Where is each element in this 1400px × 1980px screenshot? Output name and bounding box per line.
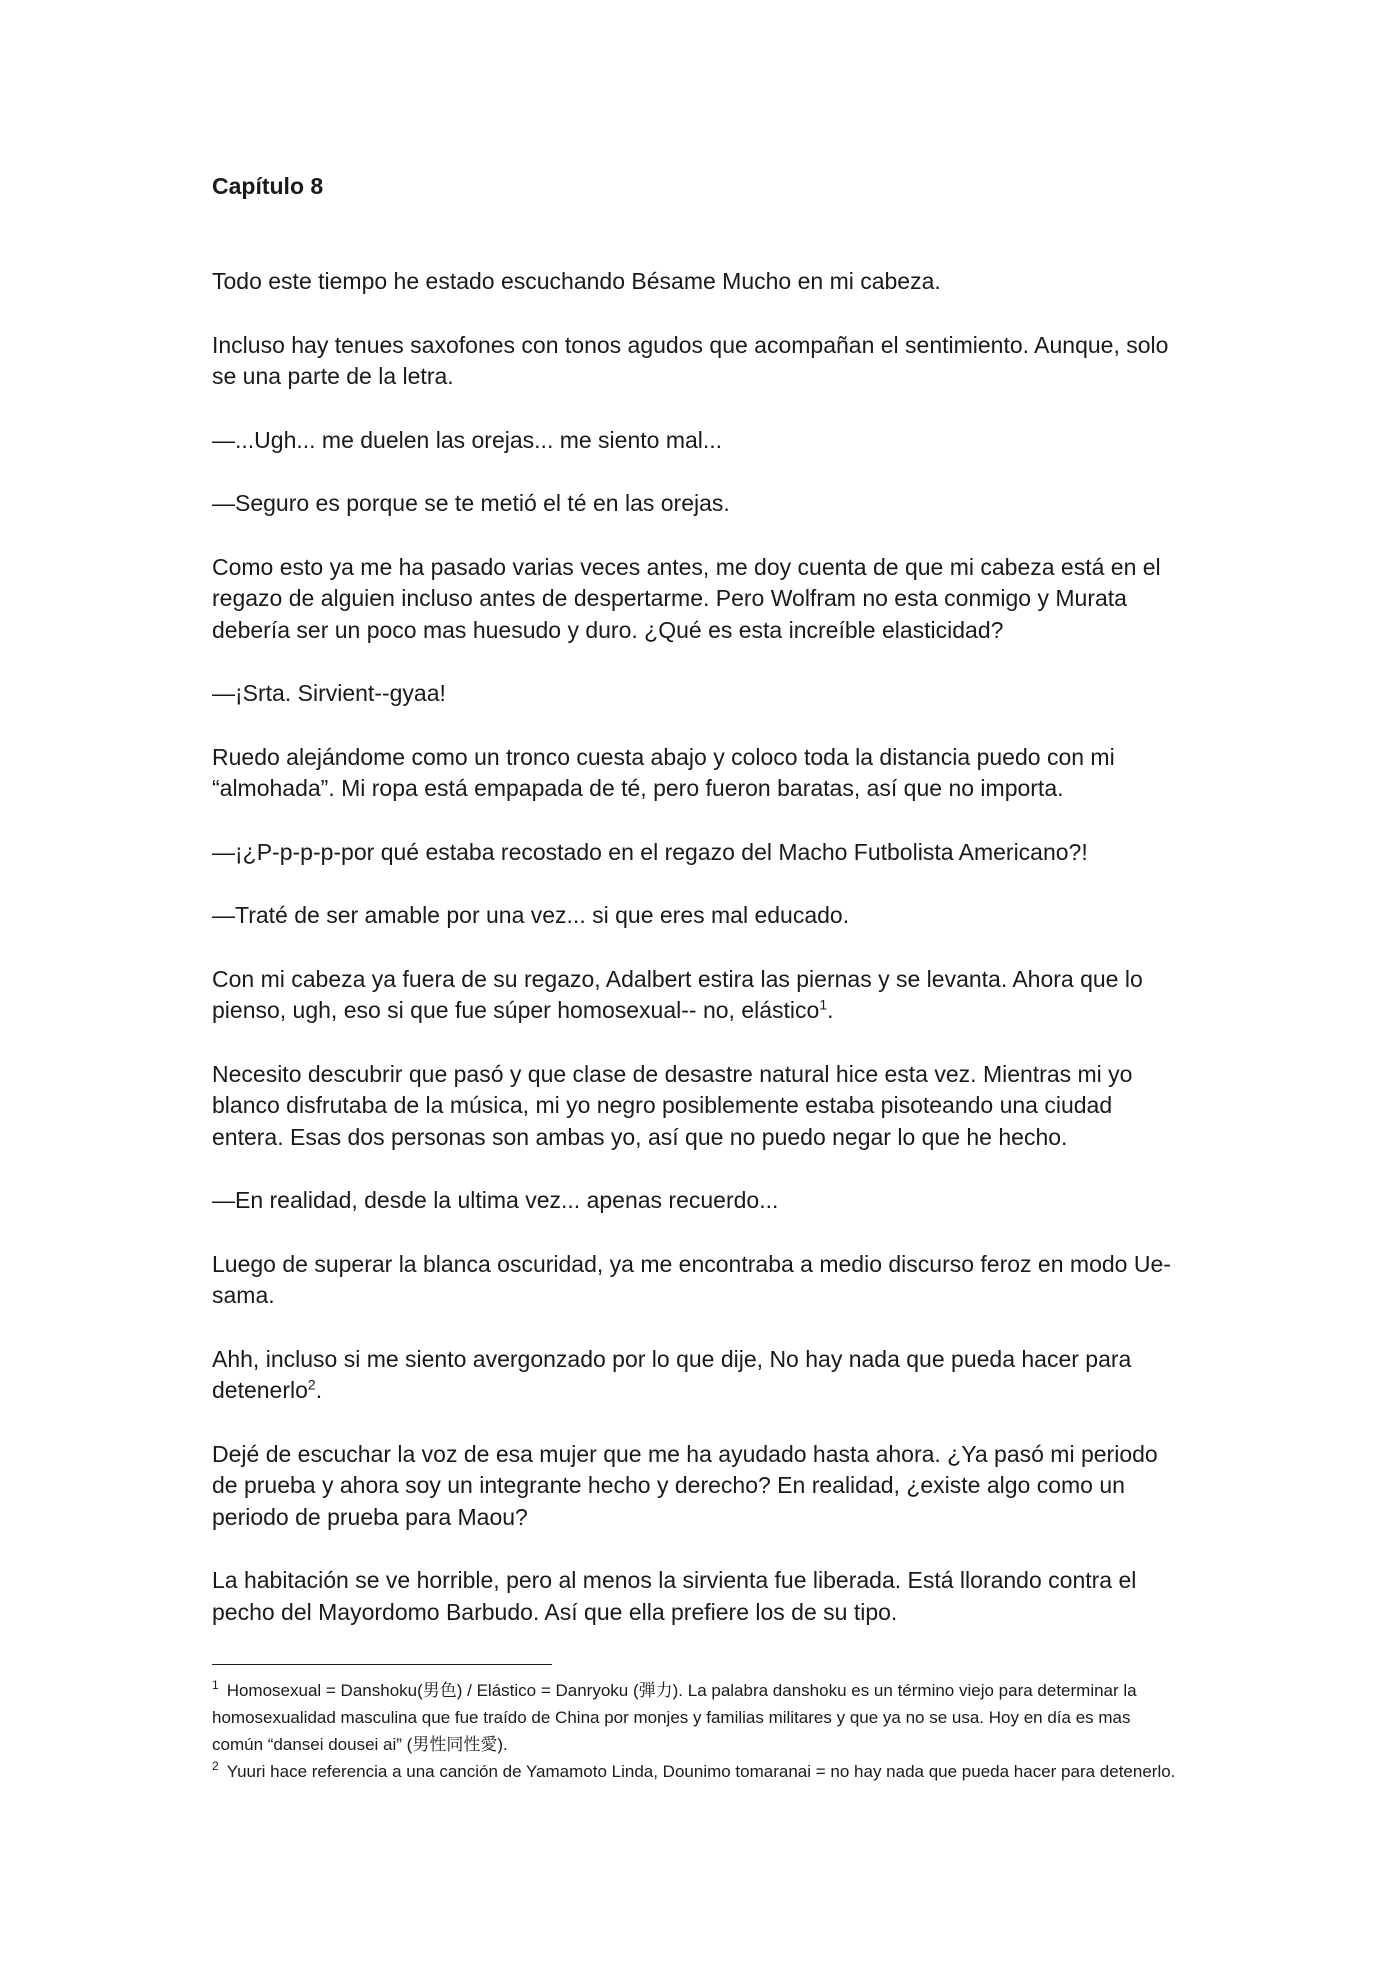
paragraph-text-end: . [827,997,834,1023]
footnote-mark: 2 [212,1759,219,1774]
paragraph-text: Ruedo alejándome como un tronco cuesta abajo y coloco toda la distancia puedo con mi “almohada”. Mi ropa está empapada de té, pero fueron baratas, así que no importa. [212,743,1115,801]
footnote-mark: 1 [212,1678,219,1693]
paragraph [212,425,1184,457]
paragraph [212,488,1184,520]
footnote-text: Homosexual = Danshoku(男色) / Elástico = Danryoku (弾力). La palabra danshoku es un término viejo para determinar la homosexualidad masculina que fue traído de China por monjes y familias militares y que ya no se usa. Hoy en día es mas común “dansei dousei ai” (男性同性愛). [212,1681,1137,1754]
paragraph-text: Con mi cabeza ya fuera de su regazo, Adalbert estira las piernas y se levanta. Ahora que lo pienso, ugh, eso si que fue súper homosexual-- no, elástico [212,965,1143,1023]
paragraph-text: Ahh, incluso si me siento avergonzado por lo que dije, No hay nada que pueda hacer para detenerlo [212,1345,1132,1403]
paragraph-text: La habitación se ve horrible, pero al menos la sirvienta fue liberada. Está llorando contra el pecho del Mayordomo Barbudo. Así que ella prefiere los de su tipo. [212,1567,1137,1625]
paragraph [212,1344,1184,1407]
footnote-reference: 1 [819,996,828,1013]
footnote [212,1758,1184,1785]
paragraph [212,330,1184,393]
footnote-reference: 2 [307,1376,316,1393]
paragraph [212,678,1184,710]
paragraph-text: Dejé de escuchar la voz de esa mujer que me ha ayudado hasta ahora. ¿Ya pasó mi periodo de prueba y ahora soy un integrante hecho y derecho? En realidad, ¿existe algo como un periodo de prueba para Maou? [212,1440,1158,1530]
paragraph [212,964,1184,1027]
paragraph-text: —Traté de ser amable por una vez... si que eres mal educado. [212,902,850,928]
document-page [212,170,1184,1785]
footnotes [212,1677,1184,1785]
footnote-text: Yuuri hace referencia a una canción de Yamamoto Linda, Dounimo tomaranai = no hay nada que pueda hacer para detenerlo. [226,1762,1176,1781]
paragraph [212,1249,1184,1312]
paragraph-text: Incluso hay tenues saxofones con tonos agudos que acompañan el sentimiento. Aunque, solo se una parte de la letra. [212,331,1169,389]
paragraph-text: —¡¿P-p-p-p-por qué estaba recostado en el regazo del Macho Futbolista Americano?! [212,838,1088,865]
body-text [212,266,1184,1628]
paragraph-text: Todo este tiempo he estado escuchando Bésame Mucho en mi cabeza. [212,268,941,294]
paragraph [212,742,1184,805]
paragraph [212,1439,1184,1534]
paragraph [212,1185,1184,1217]
chapter-title: Capítulo 8 [212,173,324,199]
paragraph-text: —Seguro es porque se te metió el té en las orejas. [212,490,730,516]
paragraph-text: Luego de superar la blanca oscuridad, ya me encontraba a medio discurso feroz en modo Ue-sama. [212,1250,1171,1308]
paragraph-text: Necesito descubrir que pasó y que clase de desastre natural hice esta vez. Mientras mi yo blanco disfrutaba de la música, mi yo negro posiblemente estaba pisoteando una ciudad entera. Esas dos personas son ambas yo, así que no puedo negar lo que he hecho. [212,1060,1133,1150]
paragraph-text: Como esto ya me ha pasado varias veces antes, me doy cuenta de que mi cabeza está en el regazo de alguien incluso antes de despertarme. Pero Wolfram no esta conmigo y Murata debería ser un poco mas huesudo y duro. ¿Qué es esta increíble elasticidad? [212,553,1161,643]
paragraph [212,266,1184,298]
paragraph [212,1059,1184,1154]
paragraph [212,837,1184,869]
paragraph-text: —En realidad, desde la ultima vez... apenas recuerdo... [212,1187,779,1213]
footnote-divider [212,1664,552,1665]
paragraph-text: —¡Srta. Sirvient--gyaa! [212,680,446,706]
paragraph [212,1565,1184,1628]
footnote [212,1677,1184,1758]
paragraph-text: —...Ugh... me duelen las orejas... me siento mal... [212,426,723,453]
paragraph [212,900,1184,932]
paragraph-text-end: . [315,1377,323,1403]
paragraph [212,552,1184,647]
